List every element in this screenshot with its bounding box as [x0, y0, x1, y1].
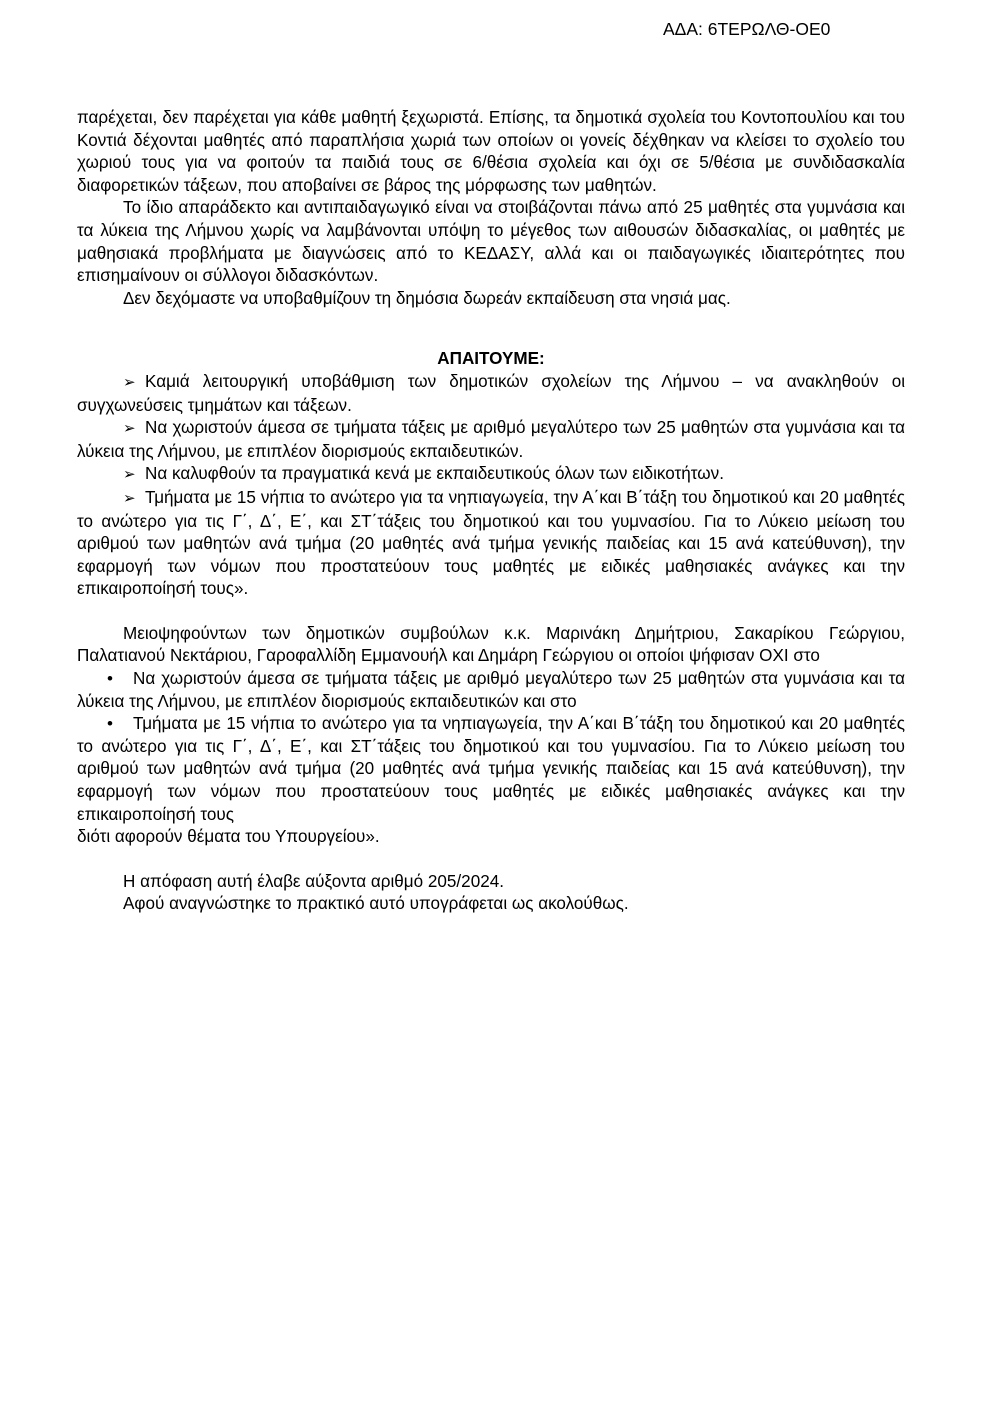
demand-item — [77, 463, 905, 487]
minority-item — [77, 668, 905, 713]
minority-item — [77, 713, 905, 826]
arrow-bullet-icon: ➢ — [123, 489, 136, 507]
minority-text: Τμήματα με 15 νήπια το ανώτερο για τα νηπιαγωγεία, την Α΄και Β΄τάξη του δημοτικού και 20 μαθητές το ανώτερο για τις Γ΄, Δ΄, Ε΄, και ΣΤ΄τάξεις του δημοτικού και του γυμνασίου. Για το Λύκειο μείωση του αριθμού των μαθητών ανά τμήμα (20 μαθητές ανά τμήμα γενικής παιδείας και 15 ανά κατεύθυνση), την εφαρμογή των νόμων που προστατεύουν τους μαθητές με ειδικές μαθησιακές ανάγκες και την επικαιροποίησή τους — [77, 714, 905, 824]
intro-paragraph-3: Δεν δεχόμαστε να υποβαθμίζουν τη δημόσια δωρεάν εκπαίδευση στα νησιά μας. — [123, 288, 731, 308]
arrow-bullet-icon: ➢ — [123, 466, 136, 484]
demand-item — [77, 417, 905, 463]
demand-text: Να χωριστούν άμεσα σε τμήματα τάξεις με αριθμό μεγαλύτερο των 25 μαθητών στα γυμνάσια και τα λύκεια της Λήμνου, με επιπλέον διορισμούς εκπαιδευτικών. — [77, 418, 905, 461]
document-body — [77, 107, 905, 916]
intro-paragraph-1: παρέχεται, δεν παρέχεται για κάθε μαθητή ξεχωριστά. Επίσης, τα δημοτικά σχολεία του Κοντοπουλίου και του Κοντιά δέχονται μαθητές από παραπλήσια χωριά των οποίων οι γονείς δέχθηκαν να κλείσει το σχολείο του χωριού τους για να φοιτούν τα παιδιά τους σε 6/θέσια σχολεία και όχι σε 5/θέσια με συνδιδασκαλία διαφορετικών τάξεων, που αποβαίνει σε βάρος της μόρφωσης των μαθητών. — [77, 108, 905, 195]
demand-item — [77, 371, 905, 417]
decision-number: Η απόφαση αυτή έλαβε αύξοντα αριθμό 205/2024. — [123, 871, 504, 891]
dot-bullet-icon: • — [107, 669, 113, 689]
minority-closing: διότι αφορούν θέματα του Υπουργείου». — [77, 827, 380, 847]
decision-signature-line: Αφού αναγνώστηκε το πρακτικό αυτό υπογράφεται ως ακολούθως. — [123, 894, 629, 914]
demand-text: Καμιά λειτουργική υποβάθμιση των δημοτικών σχολείων της Λήμνου – να ανακληθούν οι συγχωνεύσεις τμημάτων και τάξεων. — [77, 371, 905, 415]
demands-heading: ΑΠΑΙΤΟΥΜΕ: — [437, 349, 545, 369]
demand-item — [77, 487, 905, 601]
arrow-bullet-icon: ➢ — [123, 373, 136, 391]
dot-bullet-icon: • — [107, 714, 113, 734]
demand-text: Να καλυφθούν τα πραγματικά κενά με εκπαιδευτικούς όλων των ειδικοτήτων. — [145, 464, 724, 484]
demand-text: Τμήματα με 15 νήπια το ανώτερο για τα νηπιαγωγεία, την Α΄και Β΄τάξη του δημοτικού και 20 μαθητές το ανώτερο για τις Γ΄, Δ΄, Ε΄, και ΣΤ΄τάξεις του δημοτικού και του γυμνασίου. Για το Λύκειο μείωση του αριθμού των μαθητών ανά τμήμα (20 μαθητές ανά τμήμα γενικής παιδείας και 15 ανά κατεύθυνση), την εφαρμογή των νόμων που προστατεύουν τους μαθητές με ειδικές μαθησιακές ανάγκες και την επικαιροποίησή τους». — [77, 487, 905, 599]
ada-code: ΑΔΑ: 6ΤΕΡΩΛΘ-ΟΕ0 — [663, 19, 831, 39]
minority-text: Να χωριστούν άμεσα σε τμήματα τάξεις με αριθμό μεγαλύτερο των 25 μαθητών στα γυμνάσια και τα λύκεια της Λήμνου, με επιπλέον διορισμούς εκπαιδευτικών και στο — [77, 669, 905, 711]
arrow-bullet-icon: ➢ — [123, 420, 136, 438]
minority-intro: Μειοψηφούντων των δημοτικών συμβούλων κ.κ. Μαρινάκη Δημήτριου, Σακαρίκου Γεώργιου, Παλατιανού Νεκτάριου, Γαροφαλλίδη Εμμανουήλ και Δημάρη Γεώργιου οι οποίοι ψήφισαν ΟΧΙ στο — [77, 623, 905, 666]
intro-paragraph-2: Το ίδιο απαράδεκτο και αντιπαιδαγωγικό είναι να στοιβάζονται πάνω από 25 μαθητές στα γυμνάσια και τα λύκεια της Λήμνου χωρίς να λαμβάνονται υπόψη το μέγεθος των αιθουσών διδασκαλίας, οι μαθητές με μαθησιακά προβλήματα με διαγνώσεις από το ΚΕΔΑΣΥ, αλλά και οι παιδαγωγικές ιδιαιτερότητες που επισημαίνουν οι σύλλογοι διδασκόντων. — [77, 198, 905, 286]
